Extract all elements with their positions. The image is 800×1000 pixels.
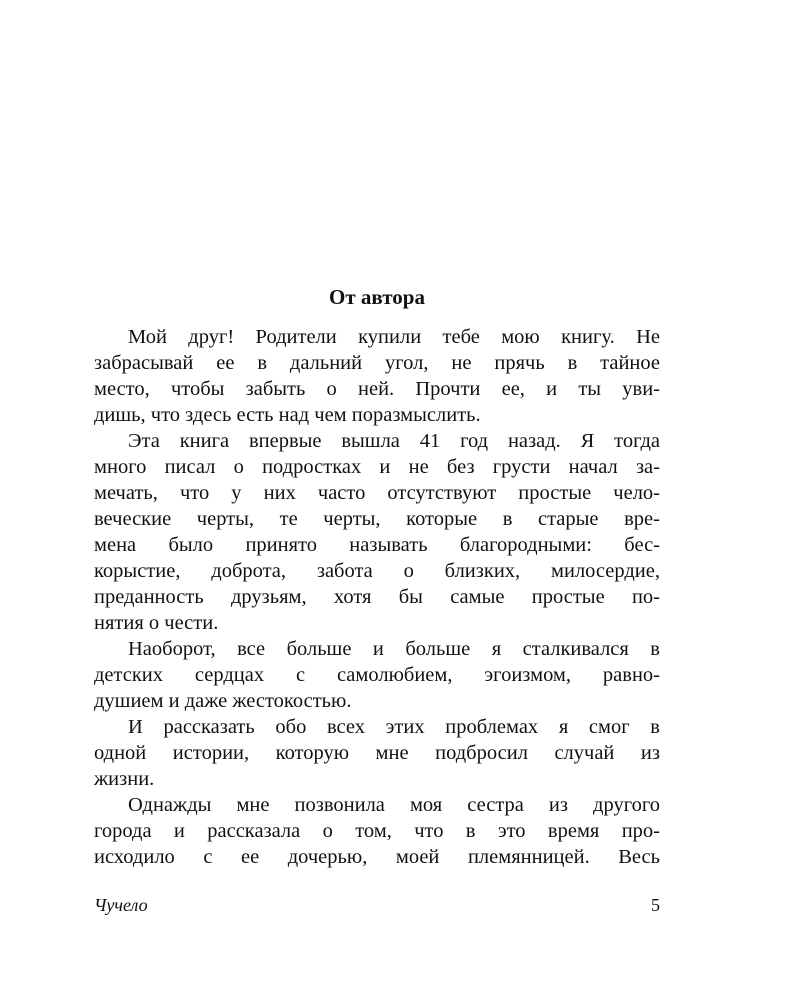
text-line: преданность друзьям, хотя бы самые простые по- bbox=[94, 586, 660, 608]
text-line: исходило с ее дочерью, моей племянницей. Весь bbox=[94, 846, 660, 868]
page-number: 5 bbox=[651, 895, 660, 915]
text-line: мечать, что у них часто отсутствуют простые чело- bbox=[94, 482, 660, 504]
paragraph bbox=[94, 636, 660, 714]
text-line: Однажды мне позвонила моя сестра из другого bbox=[128, 794, 660, 816]
text-line: много писал о подростках и не без грусти начал за- bbox=[94, 456, 660, 478]
text-line: мена было принято называть благородными: бес- bbox=[94, 534, 660, 556]
page-title: От автора bbox=[329, 285, 425, 309]
page-footer bbox=[94, 892, 660, 918]
text-line: Наоборот, все больше и больше я сталкивался в bbox=[128, 638, 660, 660]
text-line: веческие черты, те черты, которые в старые вре- bbox=[94, 508, 660, 530]
paragraph bbox=[94, 324, 660, 428]
text-line: И рассказать обо всех этих проблемах я смог в bbox=[128, 716, 660, 738]
paragraph bbox=[94, 714, 660, 792]
text-line: душием и даже жестокостью. bbox=[94, 690, 352, 712]
text-line: место, чтобы забыть о ней. Прочти ее, и ты уви- bbox=[94, 378, 660, 400]
text-line: Мой друг! Родители купили тебе мою книгу. Не bbox=[128, 326, 660, 348]
text-line: корыстие, доброта, забота о близких, милосердие, bbox=[94, 560, 660, 582]
text-line: жизни. bbox=[94, 768, 155, 790]
text-line: забрасывай ее в дальний угол, не прячь в тайное bbox=[94, 352, 660, 374]
text-line: одной истории, которую мне подбросил случай из bbox=[94, 742, 660, 764]
running-title: Чучело bbox=[94, 895, 148, 915]
text-line: детских сердцах с самолюбием, эгоизмом, равно- bbox=[94, 664, 660, 686]
paragraph bbox=[94, 428, 660, 636]
text-line: Эта книга впервые вышла 41 год назад. Я тогда bbox=[128, 430, 660, 452]
text-line: города и рассказала о том, что в это время про- bbox=[94, 820, 660, 842]
text-line: нятия о чести. bbox=[94, 612, 219, 634]
text-line: дишь, что здесь есть над чем поразмыслить. bbox=[94, 404, 481, 426]
book-page bbox=[94, 0, 660, 1000]
body-text bbox=[94, 324, 660, 870]
paragraph bbox=[94, 792, 660, 870]
